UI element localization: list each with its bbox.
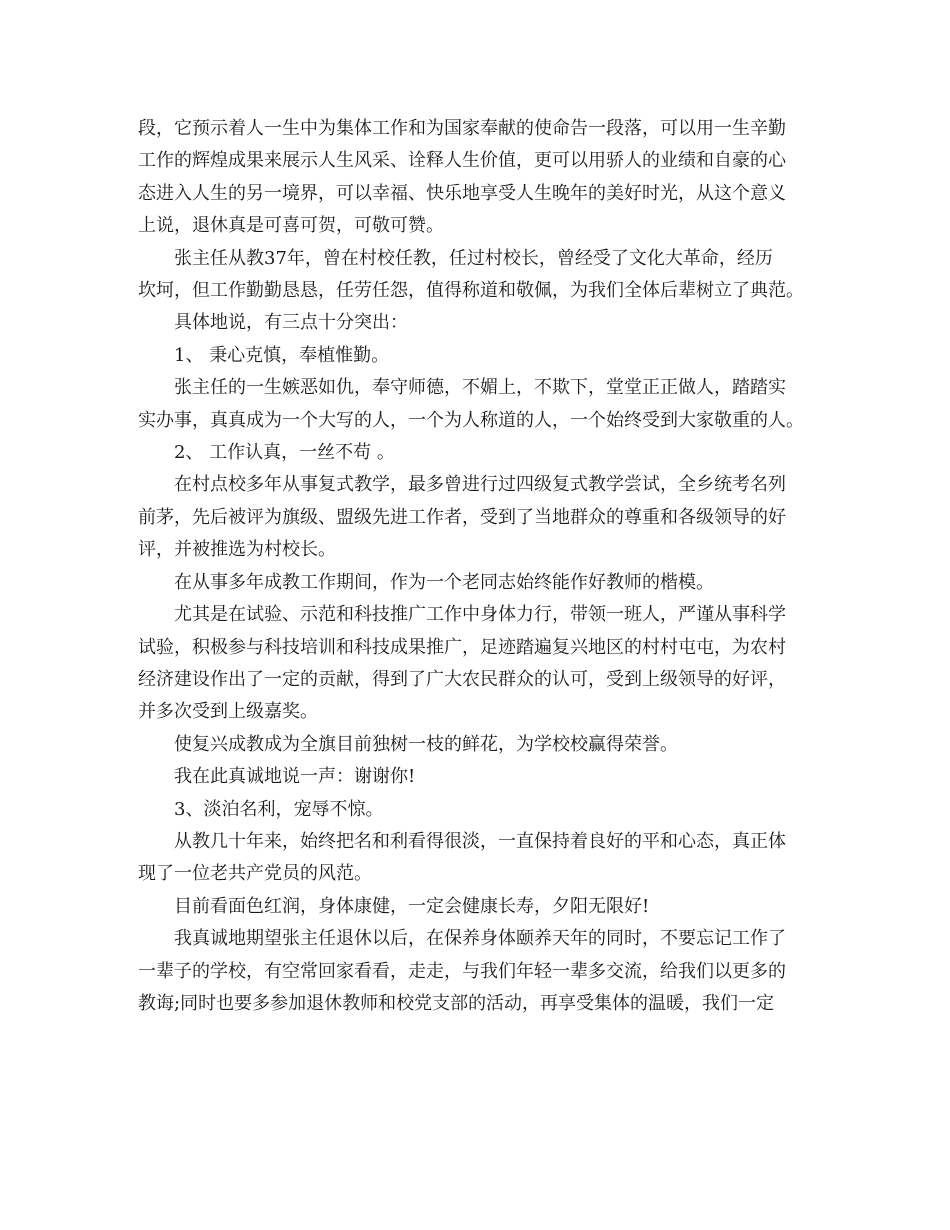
text-line: 实办事，真真成为一个大写的人，一个为人称道的人，一个始终受到大家敬重的人。 [138,409,804,431]
text-line: 我在此真诚地说一声：谢谢你! [174,766,416,788]
text-line: 坎坷，但工作勤勤恳恳，任劳任怨，值得称道和敬佩，为我们全体后辈树立了典范。 [138,280,804,302]
text-line: 张主任的一生嫉恶如仇，奉守师德，不媚上，不欺下，堂堂正正做人，踏踏实 [174,377,786,399]
text-line: 一辈子的学校，有空常回家看看，走走，与我们年轻一辈多交流，给我们以更多的 [138,960,786,982]
text-line: 尤其是在试验、示范和科技推广工作中身体力行，带领一班人，严谨从事科学 [174,604,786,626]
text-line: 3、淡泊名利，宠辱不惊。 [174,798,384,820]
text-line: 使复兴成教成为全旗目前独树一枝的鲜花，为学校校赢得荣誉。 [174,733,678,755]
text-line: 1、 秉心克慎，奉植惟勤。 [174,344,390,366]
text-line: 在村点校多年从事复式教学，最多曾进行过四级复式教学尝试，全乡统考名列 [174,474,786,496]
document-body [138,113,822,1020]
text-line: 2、 工作认真，一丝不苟 。 [174,442,395,464]
text-line: 前茅，先后被评为旗级、盟级先进工作者，受到了当地群众的尊重和各级领导的好 [138,506,786,528]
text-line: 评，并被推选为村校长。 [138,539,336,561]
text-line: 态进入人生的另一境界，可以幸福、快乐地享受人生晚年的美好时光，从这个意义 [138,182,786,204]
text-line: 上说，退休真是可喜可贺，可敬可赞。 [138,215,444,237]
text-line: 段，它预示着人一生中为集体工作和为国家奉献的使命告一段落，可以用一生辛勤 [138,118,786,139]
text-line: 从教几十年来，始终把名和利看得很淡，一直保持着良好的平和心态，真正体 [174,830,786,852]
text-line: 经济建设作出了一定的贡献，得到了广大农民群众的认可，受到上级领导的好评， [138,668,786,690]
text-line: 具体地说，有三点十分突出： [174,312,408,334]
text-line: 并多次受到上级嘉奖。 [138,701,318,723]
text-line: 教诲;同时也要多参加退休教师和校党支部的活动，再享受集体的温暖，我们一定 [138,992,775,1014]
text-line: 现了一位老共产党员的风范。 [138,863,372,885]
text-line: 我真诚地期望张主任退休以后，在保养身体颐养天年的同时，不要忘记工作了 [174,928,786,950]
text-line: 试验，积极参与科技培训和科技成果推广，足迹踏遍复兴地区的村村屯屯，为农村 [138,636,786,658]
text-line: 工作的辉煌成果来展示人生风采、诠释人生价值，更可以用骄人的业绩和自豪的心 [138,150,786,172]
text-line: 张主任从教37年，曾在村校任教，任过村校长，曾经受了文化大革命，经历 [174,247,773,269]
text-line: 在从事多年成教工作期间，作为一个老同志始终能作好教师的楷模。 [174,571,714,593]
text-line: 目前看面色红润，身体康健，一定会健康长寿，夕阳无限好! [174,895,650,917]
